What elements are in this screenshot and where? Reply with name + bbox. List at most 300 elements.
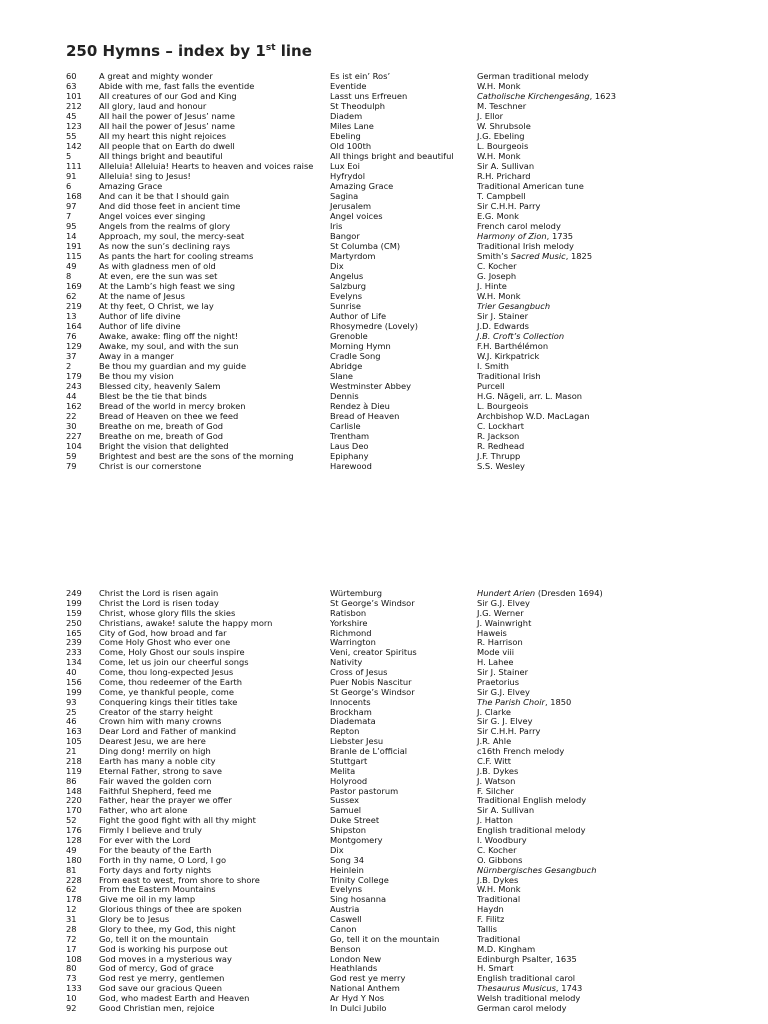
tune-name: National Anthem xyxy=(330,983,400,994)
hymn-number: 30 xyxy=(66,421,77,431)
composer-source xyxy=(477,261,517,271)
index-row xyxy=(0,71,768,81)
tune-name: Bangor xyxy=(330,231,360,241)
index-row xyxy=(0,588,768,598)
hymn-number: 249 xyxy=(66,588,82,598)
composer-source xyxy=(477,341,548,351)
composer-source xyxy=(477,421,524,431)
first-line: Firmly I believe and truly xyxy=(99,825,202,836)
tune-name: Author of Life xyxy=(330,311,387,321)
first-line: Good Christian men, rejoice xyxy=(99,1002,215,1013)
hymn-number: 93 xyxy=(66,696,77,707)
hymn-number: 79 xyxy=(66,461,77,471)
index-row xyxy=(0,91,768,101)
first-line: Come, ye thankful people, come xyxy=(99,686,234,697)
composer-text: J.R. Ahle xyxy=(477,736,512,747)
first-line: Conquering kings their titles take xyxy=(99,696,238,707)
hymn-number: 28 xyxy=(66,923,77,934)
composer-source xyxy=(477,776,515,786)
index-row xyxy=(0,647,768,657)
composer-text: M.D. Kingham xyxy=(477,943,536,954)
hymn-number: 212 xyxy=(66,101,82,111)
index-row xyxy=(0,884,768,894)
composer-text: H. Lahee xyxy=(477,657,514,668)
first-line: From east to west, from shore to shore xyxy=(99,874,260,885)
composer-source xyxy=(477,171,530,181)
title-text: 250 Hymns – index by 1 xyxy=(66,42,266,60)
composer-source xyxy=(477,141,528,151)
index-row xyxy=(0,756,768,766)
composer-source xyxy=(477,1003,567,1013)
first-line: For the beauty of the Earth xyxy=(99,844,212,855)
composer-text: German traditional melody xyxy=(477,71,589,81)
first-line: All glory, laud and honour xyxy=(99,101,207,111)
hymn-number: 6 xyxy=(66,181,72,191)
composer-text: I. Smith xyxy=(477,361,509,371)
first-line: Christ the Lord is risen again xyxy=(99,588,219,598)
composer-source xyxy=(477,805,534,815)
first-line: Be thou my vision xyxy=(99,371,174,381)
first-line: Awake, awake: fling off the night! xyxy=(99,331,239,341)
hymn-number: 104 xyxy=(66,441,82,451)
index-row xyxy=(0,401,768,411)
hymn-number: 239 xyxy=(66,637,82,648)
tune-name: Miles Lane xyxy=(330,121,374,131)
tune-name: Dix xyxy=(330,844,344,855)
composer-text: Hundert Arien xyxy=(477,588,536,598)
hymn-number: 59 xyxy=(66,451,77,461)
tune-name: God rest ye merry xyxy=(330,973,406,984)
composer-source xyxy=(477,707,511,717)
composer-source xyxy=(477,904,504,914)
composer-source xyxy=(477,131,525,141)
composer-text: Sir A. Sullivan xyxy=(477,161,535,171)
first-line: City of God, how broad and far xyxy=(99,627,227,638)
first-line: At the Lamb’s high feast we sing xyxy=(99,281,236,291)
index-row xyxy=(0,161,768,171)
composer-text: W.H. Monk xyxy=(477,291,521,301)
index-row xyxy=(0,983,768,993)
hymn-number: 37 xyxy=(66,351,77,361)
composer-text: J.D. Edwards xyxy=(477,321,529,331)
index-row xyxy=(0,618,768,628)
index-row xyxy=(0,805,768,815)
tune-name: Brockham xyxy=(330,706,372,717)
composer-source xyxy=(477,441,524,451)
first-line: Christ the Lord is risen today xyxy=(99,597,219,608)
composer-text: F.H. Barthélémon xyxy=(477,341,549,351)
index-row xyxy=(0,608,768,618)
hymn-number: 72 xyxy=(66,933,77,944)
first-line: Breathe on me, breath of God xyxy=(99,431,224,441)
index-row xyxy=(0,1003,768,1013)
page-title xyxy=(66,42,312,60)
hymn-number: 243 xyxy=(66,381,82,391)
hymn-number: 12 xyxy=(66,904,77,915)
composer-text: Sir J. Stainer xyxy=(477,667,529,678)
tune-name: Harewood xyxy=(330,461,372,471)
composer-text: J. Hinte xyxy=(477,281,507,291)
composer-source xyxy=(477,618,531,628)
index-row xyxy=(0,716,768,726)
first-line: All my heart this night rejoices xyxy=(99,131,227,141)
first-line: God rest ye merry, gentlemen xyxy=(99,973,225,984)
composer-text: J. Clarke xyxy=(477,706,511,717)
composer-text: R. Jackson xyxy=(477,431,520,441)
composer-text: Traditional xyxy=(477,933,521,944)
tune-name: Salzburg xyxy=(330,281,367,291)
index-row xyxy=(0,637,768,647)
index-row xyxy=(0,281,768,291)
composer-source xyxy=(477,181,584,191)
tune-name: St Theodulph xyxy=(330,101,386,111)
first-line: As now the sun’s declining rays xyxy=(99,241,231,251)
index-row xyxy=(0,441,768,451)
tune-name: Morning Hymn xyxy=(330,341,391,351)
hymn-number: 219 xyxy=(66,301,82,311)
composer-text: H.G. Nägeli, arr. L. Mason xyxy=(477,391,583,401)
composer-source xyxy=(477,391,582,401)
tune-name: Hyfrydol xyxy=(330,171,366,181)
first-line: Glory be to Jesus xyxy=(99,914,170,925)
first-line: At even, ere the sun was set xyxy=(99,271,218,281)
composer-source xyxy=(477,411,590,421)
index-row xyxy=(0,151,768,161)
first-line: Come, thou redeemer of the Earth xyxy=(99,676,242,687)
composer-source xyxy=(477,271,516,281)
first-line: All hail the power of Jesus’ name xyxy=(99,121,235,131)
hymn-number: 115 xyxy=(66,251,82,261)
hymn-number: 159 xyxy=(66,607,82,618)
hymn-number: 119 xyxy=(66,765,82,776)
tune-name: Austria xyxy=(330,904,360,915)
index-row xyxy=(0,141,768,151)
tune-name: Repton xyxy=(330,726,360,737)
composer-source xyxy=(477,608,524,618)
tune-name: Sunrise xyxy=(330,301,361,311)
tune-name: Dix xyxy=(330,261,344,271)
tune-name: St George’s Windsor xyxy=(330,597,415,608)
composer-source xyxy=(477,381,505,391)
tune-name: All things bright and beautiful xyxy=(330,151,454,161)
hymn-number: 179 xyxy=(66,371,82,381)
composer-source xyxy=(477,291,521,301)
index-row xyxy=(0,657,768,667)
first-line: At the name of Jesus xyxy=(99,291,185,301)
tune-name: Cradle Song xyxy=(330,351,381,361)
composer-text: Smith’s xyxy=(477,251,511,261)
composer-source xyxy=(477,667,528,677)
index-row xyxy=(0,825,768,835)
first-line: For ever with the Lord xyxy=(99,835,191,845)
hymn-number: 233 xyxy=(66,647,82,658)
composer-text: J. Ellor xyxy=(477,111,504,121)
first-line: Alleluia! Alleluia! Hearts to heaven and voices raise xyxy=(99,161,314,171)
hymn-number: 228 xyxy=(66,874,82,885)
tune-name: Epiphany xyxy=(330,451,369,461)
index-row xyxy=(0,815,768,825)
index-row xyxy=(0,894,768,904)
tune-name: Benson xyxy=(330,943,361,954)
composer-source xyxy=(477,121,531,131)
composer-source xyxy=(477,211,519,221)
tune-name: Es ist ein’ Ros’ xyxy=(330,71,391,81)
hymn-number: 95 xyxy=(66,221,77,231)
composer-text: L. Bourgeois xyxy=(477,141,529,151)
tune-name: Canon xyxy=(330,923,357,934)
hymn-number: 199 xyxy=(66,686,82,697)
index-row xyxy=(0,271,768,281)
hymn-number: 199 xyxy=(66,597,82,608)
index-row xyxy=(0,171,768,181)
hymn-number: 13 xyxy=(66,311,77,321)
tune-name: Abridge xyxy=(330,361,363,371)
index-row xyxy=(0,776,768,786)
composer-source xyxy=(477,746,564,756)
first-line: All people that on Earth do dwell xyxy=(99,141,235,151)
index-row xyxy=(0,101,768,111)
hymn-number: 105 xyxy=(66,736,82,747)
composer-source xyxy=(477,191,526,201)
composer-text: Traditional English melody xyxy=(477,795,587,806)
tune-name: Branle de L’official xyxy=(330,746,408,757)
first-line: A great and mighty wonder xyxy=(99,71,213,81)
tune-name: Melita xyxy=(330,765,356,776)
tune-name: St George’s Windsor xyxy=(330,686,415,697)
first-line: All creatures of our God and King xyxy=(99,91,237,101)
index-row xyxy=(0,954,768,964)
composer-text: J.B. Dykes xyxy=(477,874,519,885)
composer-source xyxy=(477,983,582,993)
composer-source xyxy=(477,461,525,471)
index-row xyxy=(0,121,768,131)
tune-name: Westminster Abbey xyxy=(330,381,411,391)
index-row xyxy=(0,786,768,796)
first-line: Come, let us join our cheerful songs xyxy=(99,657,249,668)
first-line: Father, hear the prayer we offer xyxy=(99,795,232,806)
tune-name: London New xyxy=(330,953,382,964)
composer-text: W. Shrubsole xyxy=(477,121,531,131)
composer-text: Trier Gesangbuch xyxy=(477,301,551,311)
index-row xyxy=(0,361,768,371)
first-line: God is working his purpose out xyxy=(99,943,228,954)
hymn-number: 123 xyxy=(66,121,82,131)
hymn-number: 133 xyxy=(66,983,82,994)
tune-name: Bread of Heaven xyxy=(330,411,400,421)
composer-text: Sir C.H.H. Parry xyxy=(477,201,541,211)
composer-source xyxy=(477,371,541,381)
index-row xyxy=(0,865,768,875)
composer-text: C. Kocher xyxy=(477,261,517,271)
hymn-number: 7 xyxy=(66,211,72,221)
tune-name: Warrington xyxy=(330,637,376,648)
composer-text: Traditional American tune xyxy=(477,181,584,191)
hymn-number: 142 xyxy=(66,141,82,151)
hymn-number: 49 xyxy=(66,844,77,855)
composer-source xyxy=(477,924,497,934)
composer-source xyxy=(477,716,533,726)
hymn-number: 128 xyxy=(66,835,82,845)
index-row xyxy=(0,934,768,944)
composer-text: J. Hatton xyxy=(477,815,513,826)
composer-text: C. Lockhart xyxy=(477,421,524,431)
tune-name: Duke Street xyxy=(330,815,380,826)
first-line: Awake, my soul, and with the sun xyxy=(99,341,239,351)
index-row xyxy=(0,191,768,201)
composer-text: German carol melody xyxy=(477,1002,567,1013)
index-row xyxy=(0,914,768,924)
composer-text: T. Campbell xyxy=(477,191,526,201)
composer-source xyxy=(477,151,521,161)
first-line: Forth in thy name, O Lord, I go xyxy=(99,854,227,865)
first-line: Come, Holy Ghost our souls inspire xyxy=(99,647,245,658)
tune-name: Innocents xyxy=(330,696,371,707)
composer-source xyxy=(477,221,561,231)
first-line: Ding dong! merrily on high xyxy=(99,746,211,757)
tune-name: Cross of Jesus xyxy=(330,667,388,678)
index-row xyxy=(0,221,768,231)
first-line: God save our gracious Queen xyxy=(99,983,223,994)
tune-name: Trentham xyxy=(330,431,370,441)
composer-text: The Parish Choir xyxy=(477,696,545,707)
composer-source xyxy=(477,311,528,321)
composer-source xyxy=(477,736,511,746)
index-row xyxy=(0,411,768,421)
hymn-number: 46 xyxy=(66,716,77,727)
first-line: Crown him with many crowns xyxy=(99,716,222,727)
hymn-number: 73 xyxy=(66,973,77,984)
tune-name: Eventide xyxy=(330,81,367,91)
composer-text: Sir A. Sullivan xyxy=(477,805,535,816)
first-line: Bread of Heaven on thee we feed xyxy=(99,411,239,421)
composer-text: J.B. Croft’s Collection xyxy=(477,331,565,341)
tune-name: Würtemburg xyxy=(330,588,383,598)
tune-name: Rendez à Dieu xyxy=(330,401,390,411)
index-row xyxy=(0,391,768,401)
composer-source xyxy=(477,756,511,766)
index-row xyxy=(0,421,768,431)
first-line: Father, who art alone xyxy=(99,805,188,816)
composer-source xyxy=(477,865,597,875)
first-line: Angel voices ever singing xyxy=(99,211,206,221)
hymn-number: 25 xyxy=(66,706,77,717)
tune-name: Rhosymedre (Lovely) xyxy=(330,321,419,331)
hymn-number: 101 xyxy=(66,91,82,101)
index-row xyxy=(0,291,768,301)
tune-name: Pastor pastorum xyxy=(330,785,399,796)
hymn-number: 250 xyxy=(66,617,82,628)
composer-text: M. Teschner xyxy=(477,101,527,111)
composer-date: (Dresden 1694) xyxy=(535,588,603,598)
hymn-number: 220 xyxy=(66,795,82,806)
composer-source xyxy=(477,845,517,855)
index-row xyxy=(0,944,768,954)
first-line: Glory to thee, my God, this night xyxy=(99,923,236,934)
composer-source xyxy=(477,875,518,885)
composer-source xyxy=(477,281,507,291)
composer-source xyxy=(477,111,503,121)
composer-text: G. Joseph xyxy=(477,271,517,281)
composer-text: Traditional Irish xyxy=(477,371,541,381)
first-line: Bright the vision that delighted xyxy=(99,441,229,451)
first-line: Abide with me, fast falls the eventide xyxy=(99,81,255,91)
index-row xyxy=(0,973,768,983)
hymn-number: 40 xyxy=(66,667,77,678)
tune-name: Caswell xyxy=(330,914,362,925)
index-row xyxy=(0,231,768,241)
composer-source xyxy=(477,697,571,707)
first-line: Creator of the starry height xyxy=(99,706,213,717)
first-line: Eternal Father, strong to save xyxy=(99,765,222,776)
hymn-number: 10 xyxy=(66,993,77,1004)
first-line: Away in a manger xyxy=(99,351,174,361)
first-line: Give me oil in my lamp xyxy=(99,894,196,905)
first-line: Breathe on me, breath of God xyxy=(99,421,224,431)
composer-source xyxy=(477,835,527,845)
tune-name: Nativity xyxy=(330,657,363,668)
tune-name: Angelus xyxy=(330,271,364,281)
hymn-number: 165 xyxy=(66,627,82,638)
composer-text: C. Kocher xyxy=(477,844,517,855)
hymn-number: 49 xyxy=(66,261,77,271)
composer-text: English traditional carol xyxy=(477,973,576,984)
hymn-number: 91 xyxy=(66,171,77,181)
title-suffix: line xyxy=(275,42,312,60)
hymn-number: 180 xyxy=(66,854,82,865)
tune-name: Sing hosanna xyxy=(330,894,387,905)
composer-text: English traditional melody xyxy=(477,825,586,836)
tune-name: Slane xyxy=(330,371,354,381)
index-row xyxy=(0,736,768,746)
first-line: Blessed city, heavenly Salem xyxy=(99,381,221,391)
hymn-number: 218 xyxy=(66,755,82,766)
composer-source xyxy=(477,657,514,667)
tune-name: Liebster Jesu xyxy=(330,736,384,747)
hymn-number: 62 xyxy=(66,884,77,895)
index-row xyxy=(0,371,768,381)
tune-name: Ratisbon xyxy=(330,607,367,618)
first-line: As pants the hart for cooling streams xyxy=(99,251,254,261)
index-row xyxy=(0,746,768,756)
index-row xyxy=(0,341,768,351)
tune-name: Ebeling xyxy=(330,131,361,141)
composer-source xyxy=(477,331,564,341)
composer-source xyxy=(477,637,523,647)
index-row xyxy=(0,181,768,191)
composer-source xyxy=(477,241,574,251)
first-line: Dear Lord and Father of mankind xyxy=(99,726,237,737)
first-line: And did those feet in ancient time xyxy=(99,201,241,211)
composer-text: H. Smart xyxy=(477,963,514,974)
composer-text: Catholische Kirchengesäng xyxy=(477,91,590,101)
tune-name: Samuel xyxy=(330,805,362,816)
composer-source xyxy=(477,451,520,461)
index-row xyxy=(0,963,768,973)
hymn-number: 169 xyxy=(66,281,82,291)
first-line: Approach, my soul, the mercy-seat xyxy=(99,231,245,241)
index-row xyxy=(0,81,768,91)
index-row xyxy=(0,904,768,914)
hymn-number: 14 xyxy=(66,231,77,241)
hymn-number: 55 xyxy=(66,131,77,141)
tune-name: Carlisle xyxy=(330,421,361,431)
composer-source xyxy=(477,361,509,371)
tune-name: Shipston xyxy=(330,825,367,836)
hymn-number: 162 xyxy=(66,401,82,411)
composer-text: Thesaurus Musicus xyxy=(477,983,556,994)
tune-name: Iris xyxy=(330,221,343,231)
hymn-number: 22 xyxy=(66,411,77,421)
